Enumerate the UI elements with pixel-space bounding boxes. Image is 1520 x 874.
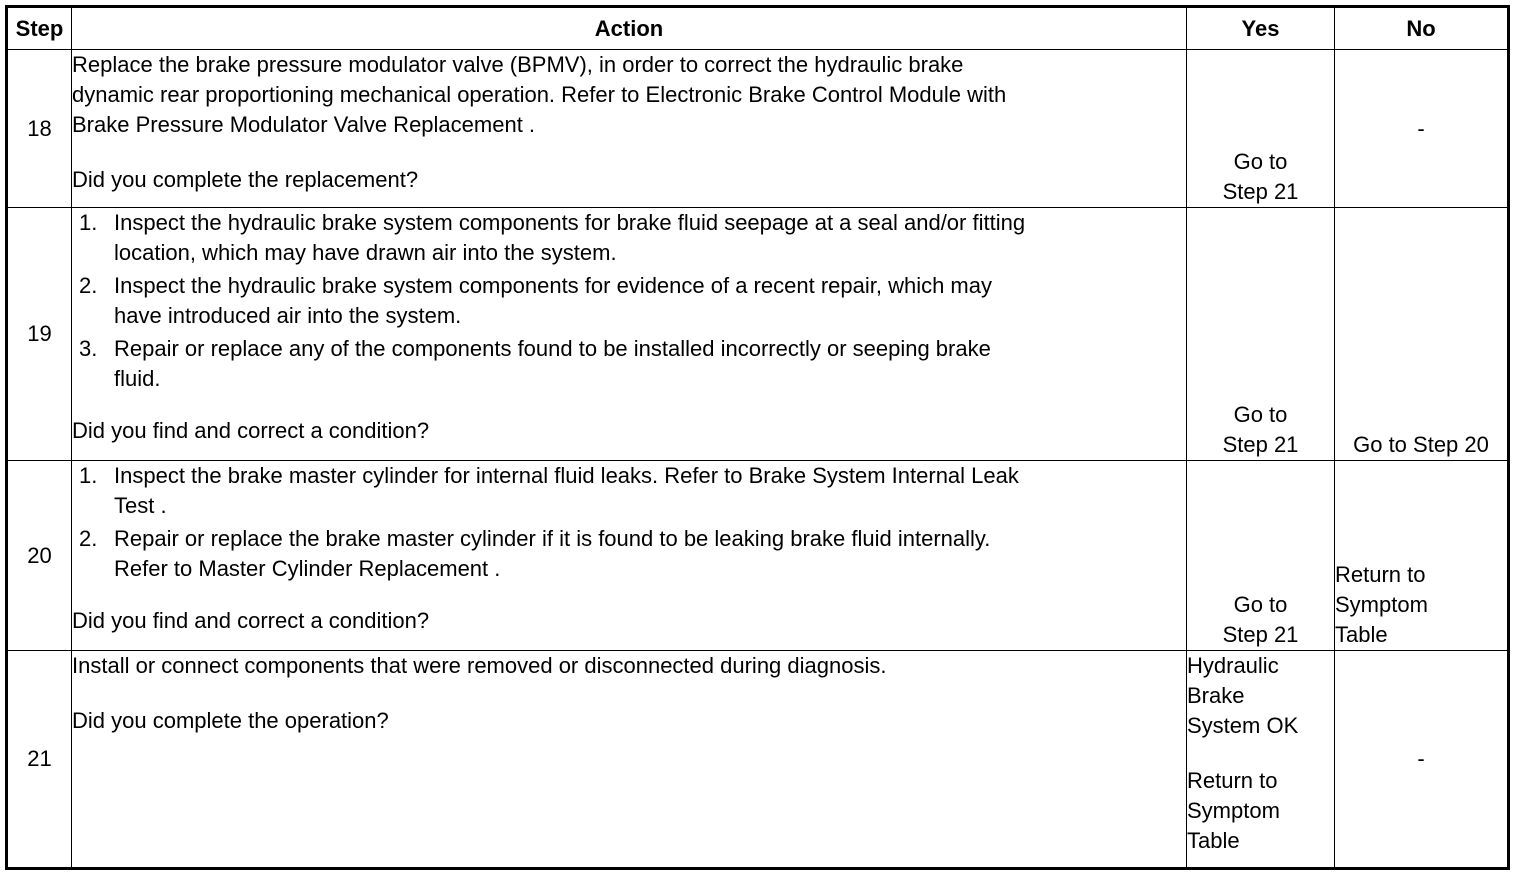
- yes-line: Return to: [1187, 768, 1278, 793]
- no-cell: [1335, 50, 1509, 208]
- yes-cell: [1187, 461, 1335, 651]
- yes-cell: [1187, 651, 1335, 869]
- list-item: [72, 271, 1186, 331]
- list-number: 3.: [79, 336, 98, 361]
- list-line: Repair or replace the brake master cylinder if it is found to be leaking brake fluid internally.: [114, 526, 991, 551]
- yes-line: Go to: [1233, 592, 1288, 617]
- header-action: Action: [72, 7, 1187, 50]
- yes-line: Brake: [1187, 683, 1245, 708]
- yes-line: Step 21: [1222, 432, 1299, 457]
- no-line: -: [1417, 115, 1425, 141]
- list-line: Refer to Master Cylinder Replacement .: [114, 556, 501, 581]
- no-line: Return to: [1335, 562, 1426, 587]
- no-line: Symptom: [1335, 592, 1428, 617]
- action-question: Did you find and correct a condition?: [72, 418, 430, 443]
- table-row: [7, 208, 1509, 461]
- yes-line: Go to: [1233, 149, 1288, 174]
- action-question: Did you complete the operation?: [72, 708, 389, 733]
- list-number: 1.: [79, 210, 98, 235]
- diagnostic-table: [5, 5, 1510, 870]
- header-no: No: [1335, 7, 1509, 50]
- list-item: [72, 461, 1186, 521]
- list-number: 2.: [79, 273, 98, 298]
- table-row: [7, 461, 1509, 651]
- action-list: [72, 461, 1186, 584]
- yes-line: System OK: [1187, 713, 1299, 738]
- action-question: Did you find and correct a condition?: [72, 608, 430, 633]
- header-row: [7, 7, 1509, 50]
- list-item: [72, 524, 1186, 584]
- no-line: Go to Step 20: [1353, 432, 1489, 457]
- list-line: have introduced air into the system.: [114, 303, 462, 328]
- list-item: [72, 334, 1186, 394]
- action-cell: [72, 50, 1187, 208]
- yes-line: Table: [1187, 828, 1240, 853]
- yes-cell: [1187, 50, 1335, 208]
- list-item: [72, 208, 1186, 268]
- no-line: Table: [1335, 622, 1388, 647]
- yes-cell: [1187, 208, 1335, 461]
- action-line: Replace the brake pressure modulator valve (BPMV), in order to correct the hydraulic brake: [72, 52, 964, 77]
- step-number: 21: [7, 651, 72, 869]
- list-number: 2.: [79, 526, 98, 551]
- no-cell: [1335, 651, 1509, 869]
- table-row: [7, 50, 1509, 208]
- action-line: dynamic rear proportioning mechanical operation. Refer to Electronic Brake Control Module with: [72, 82, 1007, 107]
- list-line: Inspect the hydraulic brake system components for brake fluid seepage at a seal and/or fitting: [114, 210, 1026, 235]
- header-step: Step: [7, 7, 72, 50]
- action-question: Did you complete the replacement?: [72, 167, 419, 192]
- header-yes: Yes: [1187, 7, 1335, 50]
- list-line: Repair or replace any of the components found to be installed incorrectly or seeping brake: [114, 336, 991, 361]
- step-number: 18: [7, 50, 72, 208]
- yes-line: Step 21: [1222, 622, 1299, 647]
- list-line: Inspect the brake master cylinder for internal fluid leaks. Refer to Brake System Internal Leak: [114, 463, 1019, 488]
- list-line: Inspect the hydraulic brake system components for evidence of a recent repair, which may: [114, 273, 992, 298]
- list-line: location, which may have drawn air into the system.: [114, 240, 617, 265]
- list-line: fluid.: [114, 366, 161, 391]
- step-number: 20: [7, 461, 72, 651]
- list-number: 1.: [79, 463, 98, 488]
- no-line: -: [1417, 746, 1425, 771]
- action-line: Install or connect components that were removed or disconnected during diagnosis.: [72, 653, 887, 678]
- yes-line: Symptom: [1187, 798, 1280, 823]
- yes-line: Go to: [1233, 402, 1288, 427]
- action-cell: [72, 208, 1187, 461]
- action-cell: [72, 461, 1187, 651]
- action-list: [72, 208, 1186, 394]
- step-number: 19: [7, 208, 72, 461]
- yes-line: Hydraulic: [1187, 653, 1279, 678]
- table-row: [7, 651, 1509, 869]
- no-cell: [1335, 208, 1509, 461]
- no-cell: [1335, 461, 1509, 651]
- yes-line: Step 21: [1222, 179, 1299, 204]
- list-line: Test .: [114, 493, 167, 518]
- action-line: Brake Pressure Modulator Valve Replacement .: [72, 112, 536, 137]
- action-cell: [72, 651, 1187, 869]
